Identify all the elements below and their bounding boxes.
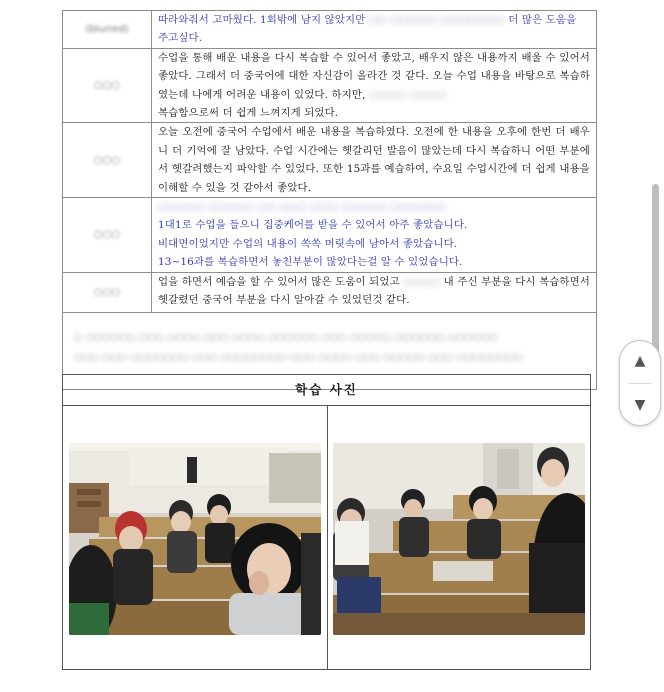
student-name-cell [63,123,152,198]
student-name-cell [63,11,152,49]
photo-divider [327,406,328,669]
feedback-text-segment: 주고싶다. [158,32,203,45]
student-name-cell [63,272,152,312]
photo-section-title: 학습 사진 [63,375,590,406]
redacted-note-line: ○○○ ○○○ ○○○○○○○ ○○○ ○○○○○○○○ ○○○ ○○○○ ○○○ ○○○○○ ○○○ ○○○○○○○○ [74,351,524,363]
feedback-text-segment: 업을 하면서 예습을 할 수 있어서 많은 도움이 되었고 [158,275,404,288]
student-name: ○○○ [93,286,121,298]
feedback-text-segment: 복습함으로써 더 쉽게 느껴지게 되었다. [158,107,339,120]
student-name-cell [63,198,152,273]
study-photo-left [69,443,321,635]
feedback-text [152,48,597,123]
feedback-text-segment: 수업을 통해 배운 내용을 다시 복습할 수 있어서 좋았고, 배우지 않은 내용까지 배울 수 있어서 좋았다. 그래서 더 중국어에 대한 자신감이 올라간 것 같다. 오늘 수업 내용을 바탕으로 복습하였는데 나에게 어려운 내용이 있었다. 하지만, [158,51,590,101]
feedback-text-segment: 1대1로 수업을 들으니 집중케어를 받을 수 있어서 아주 좋았습니다. [158,219,468,232]
triangle-down-icon: ▼ [634,397,646,413]
feedback-row [63,48,597,123]
feedback-text-segment: 오늘 오전에 중국어 수업에서 배운 내용을 복습하였다. 오전에 한 내용을 오후에 한번 더 배우니 더 기억에 잘 남았다. 수업 시간에는 헷갈리던 발음이 많았는데 다시 복습하니 어떤 부분에서 헷갈려했는지 파악할 수 있었다. 또한 15과를 예습하여, 수요일 수업시간에 더 쉽게 내용을 이해할 수 있을 것 같아서 좋았다. [158,126,590,194]
scroll-up-button[interactable] [620,341,660,381]
triangle-up-icon: ▲ [634,353,646,369]
redacted-text: ○○ ○○○○○ ○○○○○○○ [368,14,505,26]
student-name: (blurred) [85,23,129,35]
feedback-text [152,272,597,312]
feedback-text [152,198,597,273]
feedback-row [63,198,597,273]
student-name: ○○○ [93,80,121,92]
feedback-text [152,11,597,49]
student-name-cell [63,48,152,123]
scroll-control [619,340,661,426]
redacted-text: ○○○○ [403,275,441,288]
feedback-row [63,272,597,312]
feedback-text-segment: 13~16과를 복습하면서 놓친부분이 많았다는걸 알 수 있었습니다. [158,256,463,269]
photo-area [63,406,590,669]
feedback-row [63,123,597,198]
redacted-note-line: ○ ○○○○○○ ○○○ ○○○○ ○○○ ○○○○ ○○○○○○ ○○○ ○○○○○ ○○○○○○ ○○○○○○ [74,331,498,343]
study-photo-right [333,443,585,635]
scroll-down-button[interactable] [620,385,660,425]
feedback-text-segment: 비대면이었지만 수업의 내용이 쏙쏙 머릿속에 남아서 좋았습니다. [158,237,458,250]
student-name: ○○○ [93,154,121,166]
scroll-control-divider [628,383,652,384]
feedback-text [152,123,597,198]
student-name: ○○○ [93,229,121,241]
feedback-row [63,11,597,49]
feedback-text-segment: 더 많은 도움을 [504,14,577,26]
photo-section [62,374,591,670]
redacted-text: ○○○○ ○○○○ [369,88,447,101]
feedback-text-segment: 내 주신 부분을 다시 복습하면서 헷갈렸던 중국어 부분을 다시 알아갈 수 있었던것 같다. [158,275,590,307]
feedback-text-segment: 따라와줘서 고마웠다. 1회밖에 남지 않았지만 [158,14,369,26]
feedback-table [62,10,597,390]
redacted-text: ○○○○○ ○○○○○ ○○ ○○○ ○○○ ○○○○○ ○○○○○○ [158,201,446,214]
